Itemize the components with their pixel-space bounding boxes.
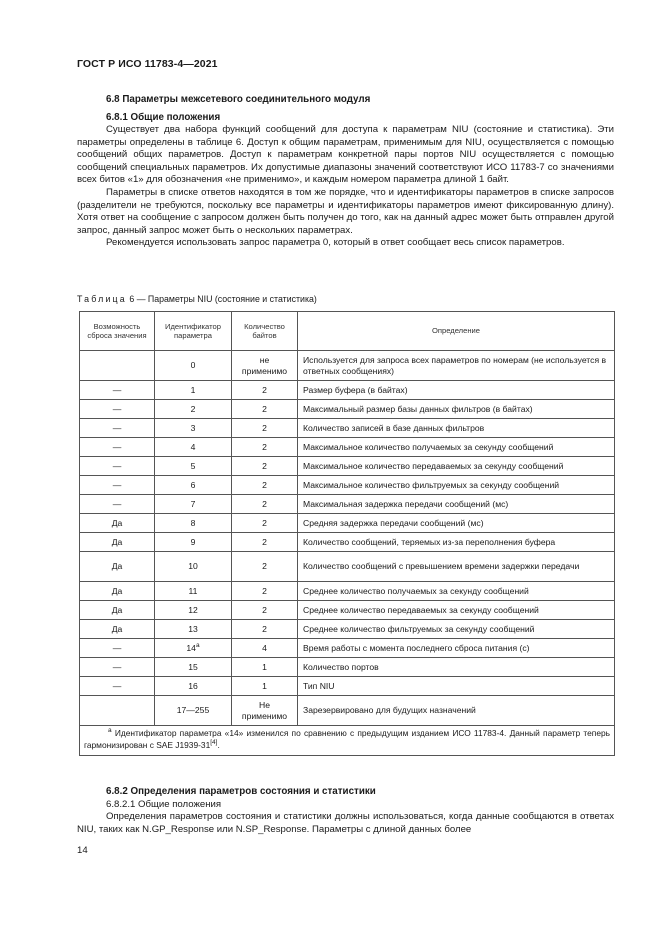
paragraph: Параметры в списке ответов находятся в том же порядке, что и идентификаторы параметров в списке запросов (разделители не требуются, поскольку все параметры и идентификаторы параметров имеют фиксированную длину). Хотя ответ на сообщение с запросом должен быть получен до того, как на данный адрес может быть отправлен другой запрос, данный запрос может быть о нескольких параметрах.	[77, 186, 614, 236]
cell-id: 6	[155, 476, 232, 495]
table-row	[80, 514, 615, 533]
table-row	[80, 351, 615, 381]
table-footnote	[80, 726, 615, 756]
cell-id: 17—255	[155, 696, 232, 726]
cell-id: 8	[155, 514, 232, 533]
cell-definition: Количество сообщений, теряемых из-за переполнения буфера	[298, 533, 615, 552]
header-id: Идентификатор параметра	[155, 312, 232, 351]
table-row	[80, 582, 615, 601]
cell-definition: Максимальное количество получаемых за секунду сообщений	[298, 438, 615, 457]
cell-bytes: 2	[232, 514, 298, 533]
table-row	[80, 658, 615, 677]
footnote-reference: [4]	[210, 738, 218, 746]
cell-id	[155, 639, 232, 658]
table-row	[80, 533, 615, 552]
table-row	[80, 438, 615, 457]
cell-definition: Среднее количество фильтруемых за секунду сообщений	[298, 620, 615, 639]
cell-reset	[80, 696, 155, 726]
table-row	[80, 620, 615, 639]
cell-id: 13	[155, 620, 232, 639]
cell-definition: Используется для запроса всех параметров по номерам (не используется в ответных сообщениях)	[298, 351, 615, 381]
cell-definition: Максимальное количество фильтруемых за секунду сообщений	[298, 476, 615, 495]
cell-definition: Количество записей в базе данных фильтров	[298, 419, 615, 438]
cell-id: 5	[155, 457, 232, 476]
footnote-text: Идентификатор параметра «14» изменился по сравнению с предыдущим изданием ИСО 11783-4. Данный параметр теперь гармонизирован с SAE J1939-31	[84, 728, 611, 750]
section-body	[77, 811, 614, 836]
cell-reset: —	[80, 419, 155, 438]
cell-bytes: 2	[232, 533, 298, 552]
cell-id: 4	[155, 438, 232, 457]
table-row	[80, 419, 615, 438]
cell-reset: —	[80, 677, 155, 696]
cell-id: 1	[155, 381, 232, 400]
cell-id: 3	[155, 419, 232, 438]
cell-id: 0	[155, 351, 232, 381]
table-footnote-row	[80, 726, 615, 756]
cell-reset: —	[80, 400, 155, 419]
standard-header: ГОСТ Р ИСО 11783-4—2021	[77, 58, 218, 70]
cell-id: 10	[155, 552, 232, 582]
cell-reset: —	[80, 476, 155, 495]
paragraph: Определения параметров состояния и статистики должны использоваться, когда данные сообщаются в ответах NIU, таких как N.GP_Response или N.SP_Response. Параметры с длиной данных более	[77, 811, 614, 835]
paragraph: Рекомендуется использовать запрос параметра 0, который в ответ сообщает весь список параметров.	[106, 237, 565, 249]
footnote-marker: a	[108, 727, 112, 735]
table-row	[80, 476, 615, 495]
section-title: 6.8 Параметры межсетевого соединительного модуля	[106, 94, 371, 105]
cell-bytes: 4	[232, 639, 298, 658]
cell-bytes: 2	[232, 400, 298, 419]
cell-definition: Максимальная задержка передачи сообщений (мс)	[298, 495, 615, 514]
cell-bytes: 2	[232, 552, 298, 582]
table-row	[80, 677, 615, 696]
table-row	[80, 400, 615, 419]
cell-definition: Количество портов	[298, 658, 615, 677]
cell-bytes: 2	[232, 438, 298, 457]
cell-bytes: 1	[232, 658, 298, 677]
footnote-marker: a	[195, 641, 200, 649]
subsection-title: 6.8.2.1 Общие положения	[106, 799, 222, 810]
header-bytes: Количество байтов	[232, 312, 298, 351]
table-caption-text: 6 — Параметры NIU (состояние и статистика)	[129, 294, 317, 304]
cell-definition: Максимальное количество передаваемых за секунду сообщений	[298, 457, 615, 476]
cell-definition: Время работы с момента последнего сброса питания (с)	[298, 639, 615, 658]
cell-bytes: Не применимо	[232, 696, 298, 726]
cell-id: 12	[155, 601, 232, 620]
parameters-table	[79, 311, 615, 756]
cell-reset: Да	[80, 601, 155, 620]
table-row	[80, 639, 615, 658]
cell-definition: Тип NIU	[298, 677, 615, 696]
cell-definition: Среднее количество передаваемых за секунду сообщений	[298, 601, 615, 620]
cell-reset: —	[80, 438, 155, 457]
cell-reset	[80, 351, 155, 381]
cell-bytes: не применимо	[232, 351, 298, 381]
table-row	[80, 381, 615, 400]
table-caption	[77, 294, 317, 304]
cell-bytes: 2	[232, 620, 298, 639]
table-row	[80, 457, 615, 476]
cell-bytes: 1	[232, 677, 298, 696]
section-title: 6.8.2 Определения параметров состояния и статистики	[106, 786, 376, 797]
cell-reset: —	[80, 495, 155, 514]
cell-definition: Средняя задержка передачи сообщений (мс)	[298, 514, 615, 533]
cell-bytes: 2	[232, 457, 298, 476]
cell-bytes: 2	[232, 381, 298, 400]
section-body	[77, 124, 614, 250]
cell-bytes: 2	[232, 495, 298, 514]
cell-definition: Максимальный размер базы данных фильтров (в байтах)	[298, 400, 615, 419]
table-caption-label: Таблица	[77, 294, 127, 304]
footnote-end: .	[217, 739, 220, 750]
page-number: 14	[77, 845, 88, 856]
header-definition: Определение	[298, 312, 615, 351]
cell-bytes: 2	[232, 419, 298, 438]
cell-bytes: 2	[232, 582, 298, 601]
cell-reset: Да	[80, 533, 155, 552]
cell-id: 15	[155, 658, 232, 677]
cell-id: 9	[155, 533, 232, 552]
cell-id: 11	[155, 582, 232, 601]
cell-definition: Зарезервировано для будущих назначений	[298, 696, 615, 726]
subsection-title: 6.8.1 Общие положения	[106, 112, 221, 123]
table-row	[80, 552, 615, 582]
cell-id-value: 14	[186, 642, 196, 653]
cell-reset: Да	[80, 514, 155, 533]
cell-bytes: 2	[232, 476, 298, 495]
cell-reset: Да	[80, 552, 155, 582]
cell-bytes: 2	[232, 601, 298, 620]
table-row	[80, 495, 615, 514]
header-reset: Возможность сброса значения	[80, 312, 155, 351]
paragraph: Существует два набора функций сообщений для доступа к параметрам NIU (состояние и статистика). Эти параметры определены в таблице 6. Доступ к общим параметрам, применимым для NIU, осуществляется с помощью сообщений общих параметров. Доступ к параметрам конкретной пары портов NIU осуществляется с помощью сообщений специальных параметров. Их допустимые диапазоны значений соответствуют ИСО 11783-7 со значениями всех битов «1» для обозначения «не применимо», и каждым номером параметра длиной 1 байт.	[77, 124, 614, 186]
cell-reset: —	[80, 658, 155, 677]
cell-reset: Да	[80, 582, 155, 601]
table-row	[80, 696, 615, 726]
cell-reset: Да	[80, 620, 155, 639]
cell-id: 2	[155, 400, 232, 419]
cell-definition: Размер буфера (в байтах)	[298, 381, 615, 400]
cell-id: 16	[155, 677, 232, 696]
cell-reset: —	[80, 457, 155, 476]
cell-id: 7	[155, 495, 232, 514]
cell-reset: —	[80, 381, 155, 400]
table-row	[80, 601, 615, 620]
cell-definition: Среднее количество получаемых за секунду сообщений	[298, 582, 615, 601]
cell-definition: Количество сообщений с превышением времени задержки передачи	[298, 552, 615, 582]
cell-reset: —	[80, 639, 155, 658]
